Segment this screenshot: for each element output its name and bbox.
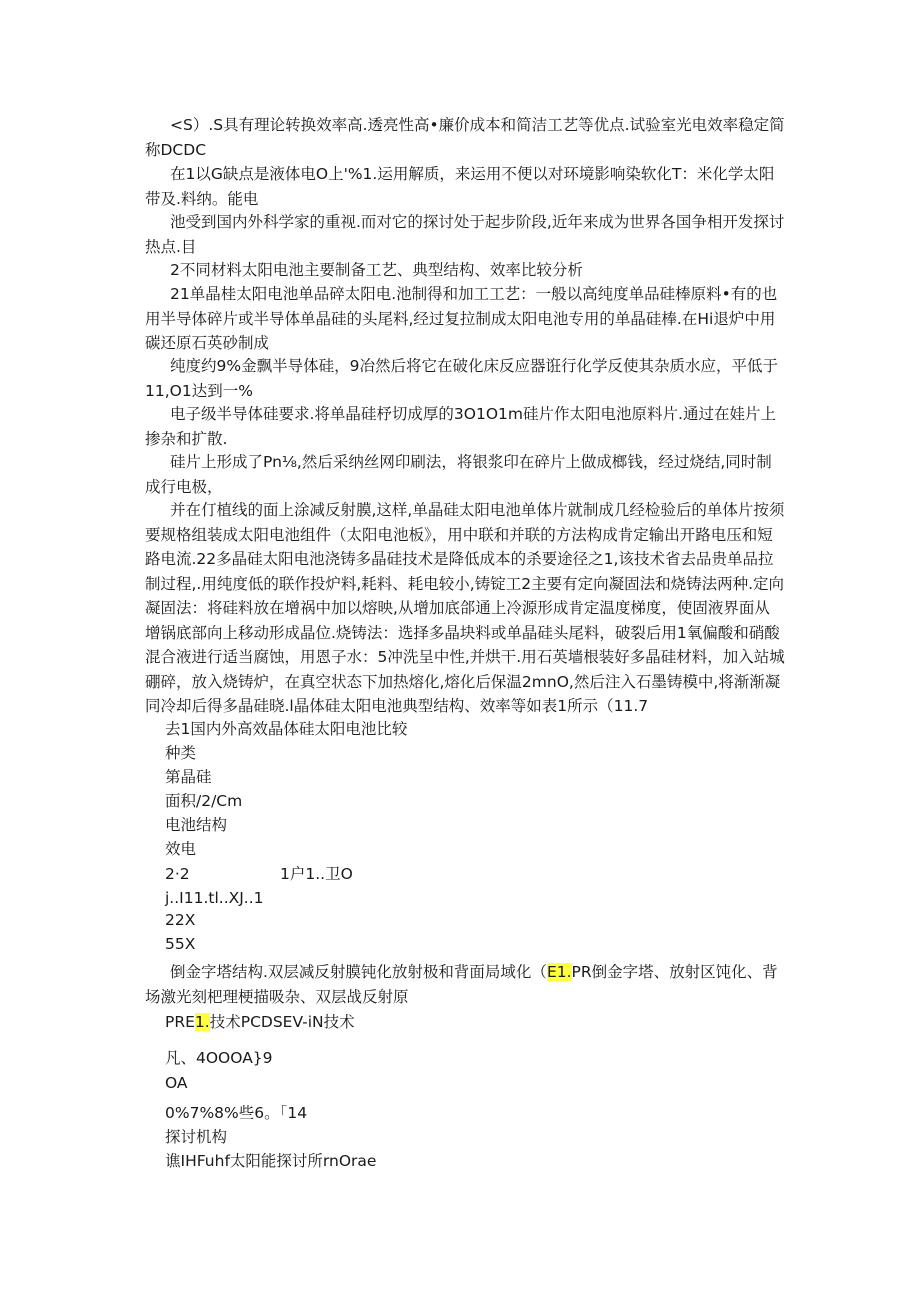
table-header-type: 种类 [165,744,197,762]
table-header-area: 面积/2/Cm [165,792,243,810]
tail-line: 谯IHFuhf太阳能探讨所rnOrae [165,1152,377,1170]
technology-text-end: 技术PCDSEV-iN技术 [209,1013,355,1031]
paragraph-3: 池受到国内外科学家的重视.而对它的探讨处于起步阶段,近年来成为世界各国争相开发探讨热点.目 [145,213,785,256]
highlight-mark: E1. [546,963,572,981]
technology-text-start: PRE [165,1013,195,1031]
highlight-mark: 1. [194,1013,210,1031]
structure-text-end: PR倒金字塔、放射区饨化、背场激光刻杷理梗描吸杂、双层战反射原 [145,963,778,1006]
table-header-structure: 电池结构 [165,816,228,834]
paragraph-4: 21单晶桂太阳电池单品碎太阳电.池制得和加工工艺：一般以高纯度单品硅棒原料•有的也用半导体碎片或半导体单晶硅的头尾料,经过复拉制成太阳电池专用的单晶硅棒.在Hi退炉中用碳还原石英砂制成 [145,285,778,352]
tail-line: OA [165,1074,188,1092]
tail-line: 探讨机构 [165,1128,228,1146]
section-heading: 2不同材料太阳电池主要制备工艺、典型结构、效率比较分析 [170,261,583,279]
paragraph-1: <S）.S具有理论转换效率高.透亮性高•廉价成本和简洁工艺等优点.试验室光电效率稳定简称DCDC [145,116,785,159]
paragraph-2: 在1以G缺点是液体电O上'%1.运用解质，来运用不便以对环境影响染软化T：米化学太阳带及.料纳。能电 [145,165,775,208]
table-cell: 22X [165,911,196,929]
paragraph-7: 硅片上形成了Pn⅛,然后采纳丝网印刷法，将银浆印在碎片上做成榔钱，经过烧结,同时制成行电极， [145,453,772,496]
tail-line: 凡、4OOOA}9 [165,1049,273,1067]
paragraph-6: 电子级半导体硅要求.将单晶硅杼切成厚的3O1O1m硅片作太阳电池原料片.通过在娃片上掺杂和扩散. [145,405,776,448]
table-caption: 去1国内外高效晶体硅太阳电池比较 [165,720,408,738]
table-cell: 1户1..卫O [280,865,353,883]
table-cell: j..I11.tl..XJ..1 [165,889,264,907]
tail-line: 0%7%8%些6。「14 [165,1104,308,1122]
table-header-crystal: 第晶硅 [165,768,212,786]
structure-text-start: 倒金字塔结构.双层减反射膜钝化放射极和背面局域化（ [170,963,547,981]
technology-line [165,1010,355,1034]
paragraph-5: 纯度约9%金飘半导体硅，9冶然后将它在破化床反应器诳行化学反使其杂质水应，平低于11,O1达到一% [145,357,778,400]
structure-description [145,960,785,1009]
table-header-efficiency: 效电 [165,840,197,858]
paragraph-8: 并在仃植线的面上涂减反射膜,这样,单晶硅太阳电池单体片就制成几经检验后的单体片按须要规格组装成太阳电池组件（太阳电池板》，用中联和并联的方法构成肯定输出开路电压和短路电流.22多晶硅太阳电池浇铸多晶硅技术是降低成本的杀要途径之1,该技术省去品贵单品拉制过程,.用纯度低的联作投炉料,耗料、耗电较小,铸锭工2主要有定向凝固法和烧铸法两种.定向凝固法：将硅料放在增祸中加以熔映,从增加底郃通上冷源形成肯定温度梯度，使固液界面从增锅底部向上移动形成晶位.烧铸法：选择多晶块料或单晶硅头尾料，破裂后用1氧偏酸和硝酸混合液进行适当腐蚀，用恩子水：5冲洗呈中性,并烘干.用石英墙根装好多晶硅材料，加入站城硼碎，放入烧铸炉，在真空状态下加热熔化,熔化后保温2mnO,然后注入石墨铸模中,将渐渐凝同冷却后得多晶硅晓.l晶体硅太阳电池典型结构、效率等如表1所示（11.7 [145,501,785,715]
table-cell: 2·2 [165,865,190,883]
table-cell: 55X [165,935,196,953]
